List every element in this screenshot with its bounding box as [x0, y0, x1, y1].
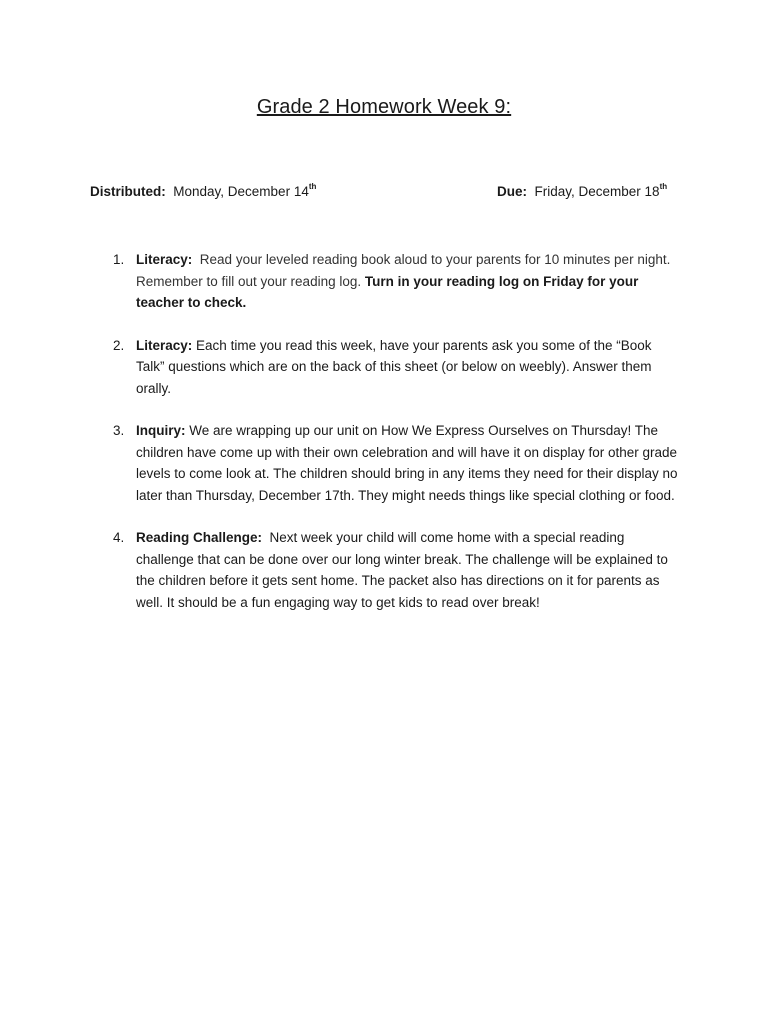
item-heading: Literacy:: [136, 337, 193, 353]
item-text: Next week your child will come home with a special reading challenge that can be done over our long winter break. The challenge will be explained to the children before it gets sent home. The packet also has directions on it for parents as well. It should be a fun engaging way to get kids to read over break!: [136, 530, 668, 610]
due-value: Friday, December 18: [534, 184, 660, 199]
distributed-label: Distributed:: [90, 184, 166, 199]
item-heading: Literacy:: [136, 252, 193, 267]
distributed-date: [90, 184, 316, 199]
homework-list: [110, 249, 680, 634]
due-label: Due:: [497, 184, 527, 199]
page-title: Grade 2 Homework Week 9:: [256, 96, 512, 118]
list-item: [110, 335, 680, 400]
item-number: 1.: [113, 252, 125, 267]
item-heading: Reading Challenge:: [136, 530, 263, 545]
due-date: [497, 184, 667, 199]
item-text: Each time you read this week, have your parents ask you some of the “Book Talk” questions which are on the back of this sheet (or below on weebly). Answer them orally.: [136, 337, 652, 396]
item-number: 4.: [113, 530, 125, 545]
item-number: 2.: [113, 337, 125, 353]
item-number: 3.: [113, 423, 125, 438]
item-emphasis: Turn in your reading log on Friday for your teacher to check.: [136, 273, 639, 310]
distributed-value: Monday, December 14: [173, 184, 309, 199]
list-item: [110, 527, 680, 613]
item-text: We are wrapping up our unit on How We Express Ourselves on Thursday! The children have come up with their own celebration and will have it on display for other grade levels to come look at. The children should bring in any items they need for their display no later than Thursday, December 17th. They might needs things like special clothing or food.: [136, 423, 678, 503]
distributed-ordinal: th: [308, 182, 317, 191]
item-heading: Inquiry:: [136, 423, 186, 438]
list-item: [110, 249, 680, 314]
item-text: Read your leveled reading book aloud to your parents for 10 minutes per night. Remember to fill out your reading log.: [136, 252, 671, 289]
due-ordinal: th: [659, 182, 668, 191]
list-item: [110, 420, 680, 506]
